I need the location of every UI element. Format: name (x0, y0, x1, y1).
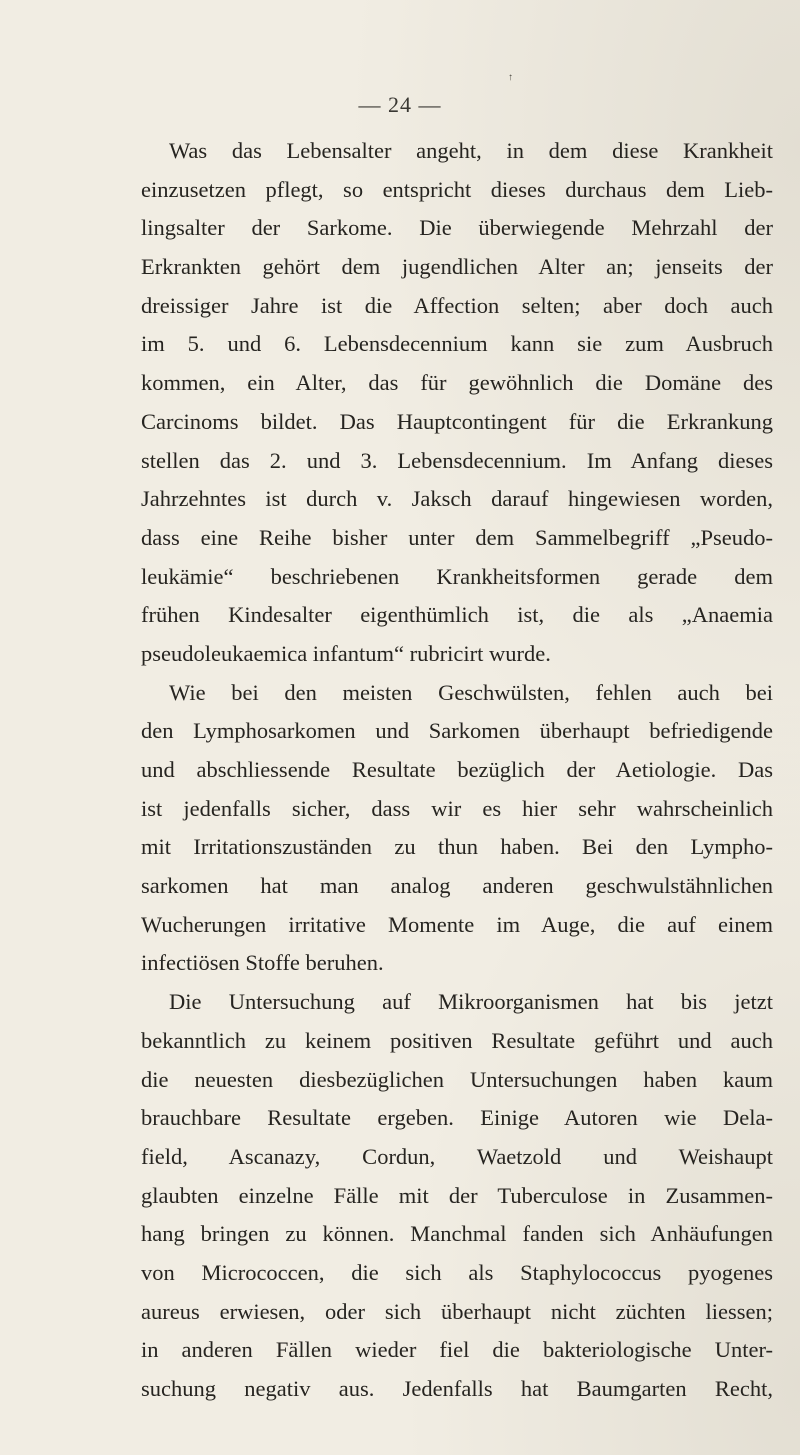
text-line: von Micrococcen, die sich als Staphylococcus pyogenes (141, 1259, 773, 1285)
text-line: und abschliessende Resultate bezüglich der Aetiologie. Das (141, 757, 773, 782)
text-line: im 5. und 6. Lebensdecennium kann sie zum Ausbruch (141, 331, 773, 357)
text-line: lingsalter der Sarkome. Die überwiegende Mehrzahl der (141, 215, 773, 241)
text-line: Wucherungen irritative Momente im Auge, die auf einem (141, 911, 773, 937)
text-line: einzusetzen pflegt, so entspricht dieses durchaus dem Lieb- (141, 176, 773, 202)
text-line: leukämie“ beschriebenen Krankheitsformen gerade dem (141, 563, 773, 589)
text-line: aureus erwiesen, oder sich überhaupt nicht züchten liessen; (141, 1298, 773, 1324)
text-line: field, Ascanazy, Cordun, Waetzold und Weishaupt (141, 1143, 773, 1169)
text-line: Jahrzehntes ist durch v. Jaksch darauf hingewiesen worden, (141, 486, 773, 512)
text-line: Erkrankten gehört dem jugendlichen Alter an; jenseits der (141, 254, 773, 280)
text-line: infectiösen Stoffe beruhen. (141, 950, 384, 976)
text-line: bekanntlich zu keinem positiven Resultate geführt und auch (141, 1027, 773, 1053)
text-line: die neuesten diesbezüglichen Untersuchungen haben kaum (141, 1066, 773, 1092)
text-line: suchung negativ aus. Jedenfalls hat Baumgarten Recht, (141, 1376, 773, 1401)
text-line: Carcinoms bildet. Das Hauptcontingent für die Erkrankung (141, 408, 773, 434)
text-line: sarkomen hat man analog anderen geschwulstähnlichen (141, 873, 773, 899)
text-line: frühen Kindesalter eigenthümlich ist, die als „Anaemia (141, 602, 773, 628)
printer-mark: ↑ (508, 72, 513, 83)
text-line: ist jedenfalls sicher, dass wir es hier sehr wahrscheinlich (141, 795, 773, 821)
text-line: Die Untersuchung auf Mikroorganismen hat bis jetzt (169, 989, 773, 1015)
text-line: dreissiger Jahre ist die Affection selten; aber doch auch (141, 292, 773, 318)
page-number: — 24 — (358, 92, 442, 117)
text-line: den Lymphosarkomen und Sarkomen überhaupt befriedigende (141, 718, 773, 744)
text-line: stellen das 2. und 3. Lebensdecennium. Im Anfang dieses (141, 447, 773, 473)
text-line: mit Irritationszuständen zu thun haben. Bei den Lympho- (141, 834, 773, 860)
text-line: Wie bei den meisten Geschwülsten, fehlen auch bei (169, 679, 773, 705)
text-line: pseudoleukaemica infantum“ rubricirt wurde. (141, 640, 551, 666)
text-line: kommen, ein Alter, das für gewöhnlich die Domäne des (141, 370, 773, 396)
text-line: glaubten einzelne Fälle mit der Tuberculose in Zusammen- (141, 1182, 773, 1208)
text-line: Was das Lebensalter angeht, in dem diese Krankheit (169, 138, 773, 163)
text-line: hang bringen zu können. Manchmal fanden sich Anhäufungen (141, 1221, 773, 1247)
text-line: dass eine Reihe bisher unter dem Sammelbegriff „Pseudo- (141, 524, 773, 550)
text-line: in anderen Fällen wieder fiel die bakteriologische Unter- (141, 1337, 773, 1363)
text-line: brauchbare Resultate ergeben. Einige Autoren wie Dela- (141, 1105, 773, 1131)
body-text (141, 132, 773, 1409)
